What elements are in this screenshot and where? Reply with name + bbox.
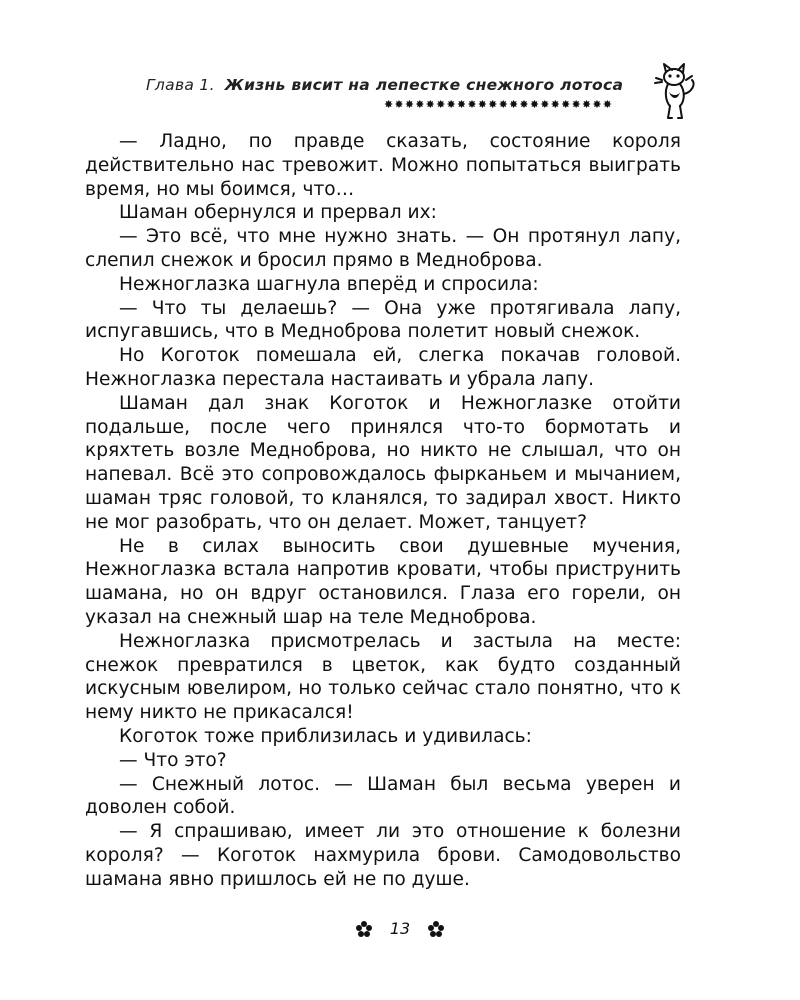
paragraph: Но Коготок помешала ей, слегка покачав головой. Нежноглазка перестала настаивать и убрала лапу. bbox=[85, 345, 681, 390]
paragraph: — Снежный лотос. — Шаман был весьма уверен и доволен собой. bbox=[85, 773, 681, 819]
paragraph: Нежноглазка шагнула вперёд и спросила: bbox=[119, 273, 539, 295]
paragraph: Не в силах выносить свои душевные мучения, Нежноглазка встала напротив кровати, чтобы приструнить шамана, но он вдруг остановился. Глаза его горели, он указал на снежный шар на теле Медноброва. bbox=[85, 535, 681, 628]
header-ornament: ✸✸✸✸✸✸✸✸✸✸✸✸✸✸✸✸✸✸✸✸✸✸ bbox=[384, 98, 614, 111]
paragraph: — Я спрашиваю, имеет ли это отношение к болезни короля? — Коготок нахмурила брови. Самодовольство шамана явно пришлось ей не по душе. bbox=[85, 821, 681, 890]
paw-flower-icon bbox=[355, 920, 373, 938]
running-head-text bbox=[146, 76, 623, 94]
body-text bbox=[85, 130, 681, 892]
paragraph: Шаман обернулся и прервал их: bbox=[119, 202, 437, 224]
running-header bbox=[0, 62, 800, 122]
paragraph: Шаман дал знак Коготок и Нежноглазке отойти подальше, после чего принялся что-то бормотать и кряхтеть возле Медноброва, но никто не слышал, что он напевал. Всё это сопровождалось фырканьем и мычанием, шаман тряс головой, то кланялся, то задирал хвост. Никто не мог разобрать, что он делает. Может, танцует? bbox=[85, 392, 681, 533]
page-number: 13 bbox=[389, 919, 411, 938]
cat-illustration-icon bbox=[652, 62, 698, 122]
paragraph: — Ладно, по правде сказать, состояние короля действительно нас тревожит. Можно попытаться выиграть время, но мы боимся, что… bbox=[85, 131, 681, 200]
paragraph: — Что ты делаешь? — Она уже протягивала лапу, испугавшись, что в Медноброва полетит новый снежок. bbox=[85, 297, 681, 343]
paragraph: Нежноглазка присмотрелась и застыла на месте: снежок превратился в цветок, как будто созданный искусным ювелиром, но только сейчас стало понятно, что к нему никто не прикасался! bbox=[85, 630, 681, 724]
paragraph: Коготок тоже приблизилась и удивилась: bbox=[119, 725, 532, 747]
paragraph: — Что это? bbox=[119, 749, 227, 771]
chapter-label: Глава 1. bbox=[146, 76, 215, 94]
page-footer bbox=[0, 918, 800, 938]
chapter-title: Жизнь висит на лепестке снежного лотоса bbox=[224, 76, 624, 94]
paragraph: — Это всё, что мне нужно знать. — Он протянул лапу, слепил снежок и бросил прямо в Медноброва. bbox=[85, 226, 681, 271]
paw-flower-icon bbox=[427, 920, 445, 938]
